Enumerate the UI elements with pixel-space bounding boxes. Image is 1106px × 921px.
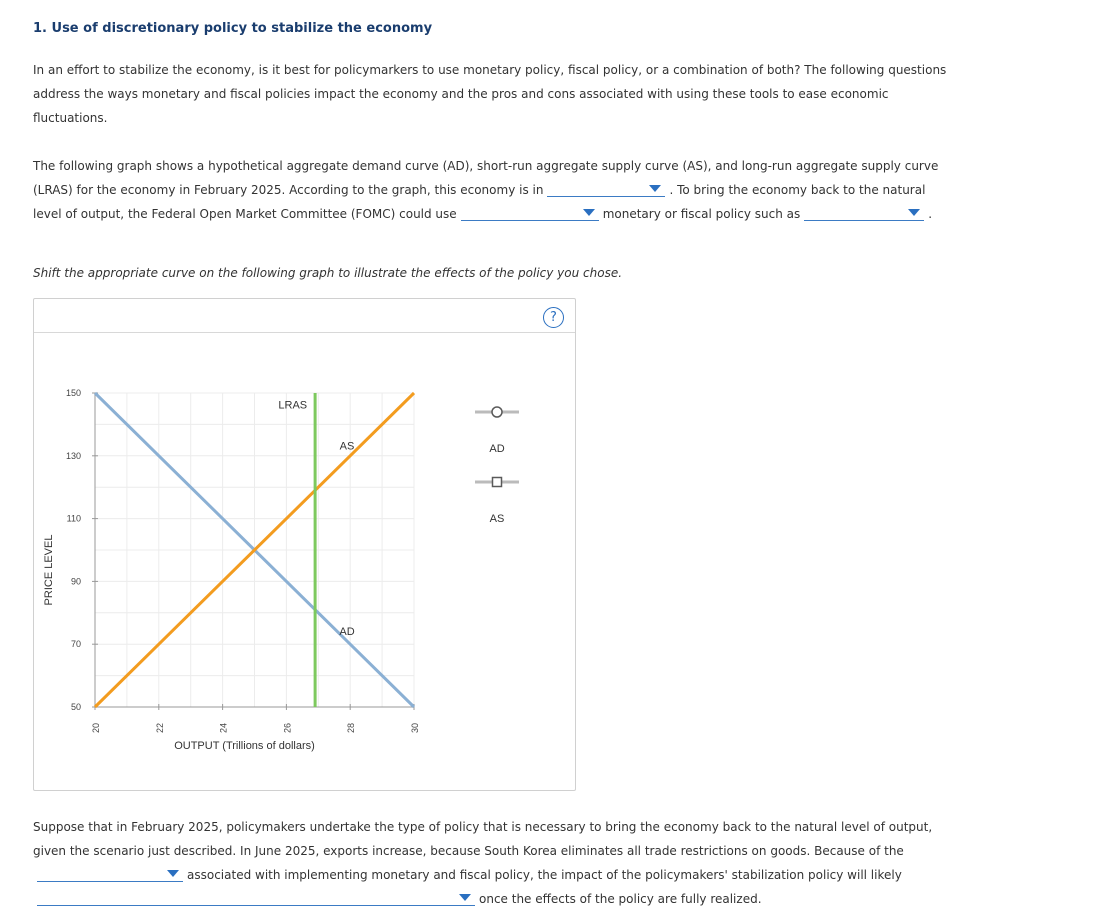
intro-paragraph: In an effort to stabilize the economy, is it best for policymarkers to use monetary policy, fiscal policy, or a combination of both? The following questions address the ways monetary and fiscal policies impact the economy and the pros and cons associated with using these tools to ease economic fluctuations. (33, 63, 947, 125)
as-drag-tool[interactable] (475, 478, 519, 526)
x-tick-label: 26 (282, 722, 293, 734)
para2-text-2: . To bring the economy back to the natural level of output, the Federal Open Market Committee (FOMC) could use (33, 183, 926, 221)
y-tick-label: 110 (66, 513, 81, 524)
ad-drag-tool[interactable] (475, 407, 519, 455)
y-tick-label: 130 (65, 450, 81, 461)
policy-example-dropdown[interactable] (804, 206, 924, 221)
para3-text-3: once the effects of the policy are fully realized. (479, 892, 762, 906)
x-tick-label: 24 (218, 722, 229, 734)
y-tick-label: 150 (65, 388, 81, 398)
chevron-down-icon (459, 894, 471, 901)
chevron-down-icon (167, 870, 179, 877)
ad-curve-label: AD (339, 625, 355, 638)
chevron-down-icon (908, 209, 920, 216)
chevron-down-icon (583, 209, 595, 216)
policy-type-dropdown[interactable] (461, 206, 599, 221)
economy-state-dropdown[interactable] (547, 182, 665, 197)
x-tick-label: 20 (91, 722, 101, 734)
para2-text-1: The following graph shows a hypothetical aggregate demand curve (AD), short-run aggregate supply curve (AS), and long-run aggregate supply curve (LRAS) for the economy in February 2025. According to the graph, this economy is in (33, 159, 939, 197)
x-tick-label: 30 (410, 722, 420, 734)
square-marker-icon (493, 478, 502, 487)
graph-description-paragraph (33, 154, 948, 226)
ad-tool-label: AD (489, 443, 505, 455)
lag-type-dropdown[interactable] (37, 867, 183, 882)
graph-panel (33, 298, 576, 791)
x-tick-label: 22 (154, 722, 165, 734)
ad-as-chart[interactable] (34, 299, 575, 790)
y-axis-label: PRICE LEVEL (43, 534, 55, 606)
para2-text-3: monetary or fiscal policy such as (602, 207, 801, 221)
as-tool-label: AS (489, 513, 505, 525)
followup-paragraph (33, 815, 953, 911)
question-title: 1. Use of discretionary policy to stabilize the economy (33, 21, 433, 36)
y-tick-label: 50 (70, 702, 81, 712)
para3-text-1: Suppose that in February 2025, policymakers undertake the type of policy that is necessary to bring the economy back to the natural level of output, given the scenario just described. In June 2025, exports increase, because South Korea eliminates all trade restrictions on goods. Because of the (33, 820, 933, 858)
policy-impact-dropdown[interactable] (37, 891, 475, 906)
circle-marker-icon (492, 407, 502, 417)
lras-curve-label: LRAS (278, 399, 308, 412)
x-axis-label: OUTPUT (Trillions of dollars) (174, 740, 315, 752)
chevron-down-icon (649, 185, 661, 192)
question-mark-icon[interactable]: ? (543, 307, 564, 328)
y-tick-label: 70 (70, 639, 81, 650)
x-tick-label: 28 (346, 722, 357, 734)
para3-text-2: associated with implementing monetary and fiscal policy, the impact of the policymakers' stabilization policy will likely (187, 868, 902, 882)
graph-instruction: Shift the appropriate curve on the following graph to illustrate the effects of the policy you chose. (33, 266, 623, 280)
para2-text-4: . (928, 207, 933, 221)
as-curve-label: AS (339, 440, 355, 453)
y-tick-label: 90 (70, 576, 81, 587)
